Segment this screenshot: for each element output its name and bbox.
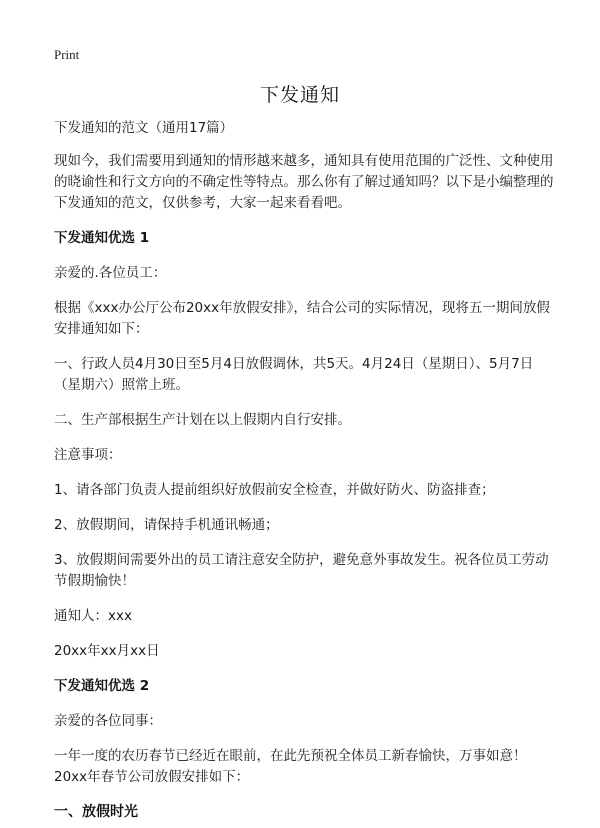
paragraph: 亲爱的各位同事： [54, 713, 162, 729]
paragraph: 注意事项： [54, 447, 122, 463]
paragraph: 亲爱的.各位员工： [54, 265, 167, 281]
document-subtitle: 下发通知的范文（通用17篇） [54, 120, 234, 136]
section-1 [54, 228, 554, 662]
paragraph: 1、请各部门负责人提前组织好放假前安全检查，并做好防火、防盗排查； [54, 482, 495, 498]
section-2 [54, 676, 554, 823]
document-title: 下发通知 [259, 84, 340, 106]
paragraph: 二、生产部根据生产计划在以上假期内自行安排。 [54, 412, 351, 428]
intro-paragraph: 现如今，我们需要用到通知的情形越来越多，通知具有使用范围的广泛性、文种使用的晓谕性和行文方向的不确定性等特点。那么你有了解过通知吗？以下是小编整理的下发通知的范文，仅供参考，大家一起来看看吧。 [54, 153, 554, 211]
date-line: 20xx年xx月xx日 [54, 643, 160, 659]
section-heading: 下发通知优选 1 [54, 230, 150, 246]
subsection-heading: 一、放假时光 [54, 804, 138, 820]
paragraph: 根据《xxx办公厅公布20xx年放假安排》，结合公司的实际情况，现将五一期间放假安排通知如下： [54, 300, 550, 337]
section-heading: 下发通知优选 2 [54, 678, 150, 694]
paragraph: 3、放假期间需要外出的员工请注意安全防护，避免意外事故发生。祝各位员工劳动节假期愉快！ [54, 552, 549, 589]
signature-line: 通知人：xxx [54, 608, 132, 624]
paragraph: 一、行政人员4月30日至5月4日放假调休，共5天。4月24日（星期日）、5月7日（星期六）照常上班。 [54, 356, 534, 393]
paragraph: 2、放假期间，请保持手机通讯畅通； [54, 517, 279, 533]
print-link[interactable]: Print [54, 47, 80, 62]
document-body [54, 118, 554, 823]
paragraph: 一年一度的农历春节已经近在眼前，在此先预祝全体员工新春愉快，万事如意！20xx年春节公司放假安排如下： [54, 748, 527, 785]
